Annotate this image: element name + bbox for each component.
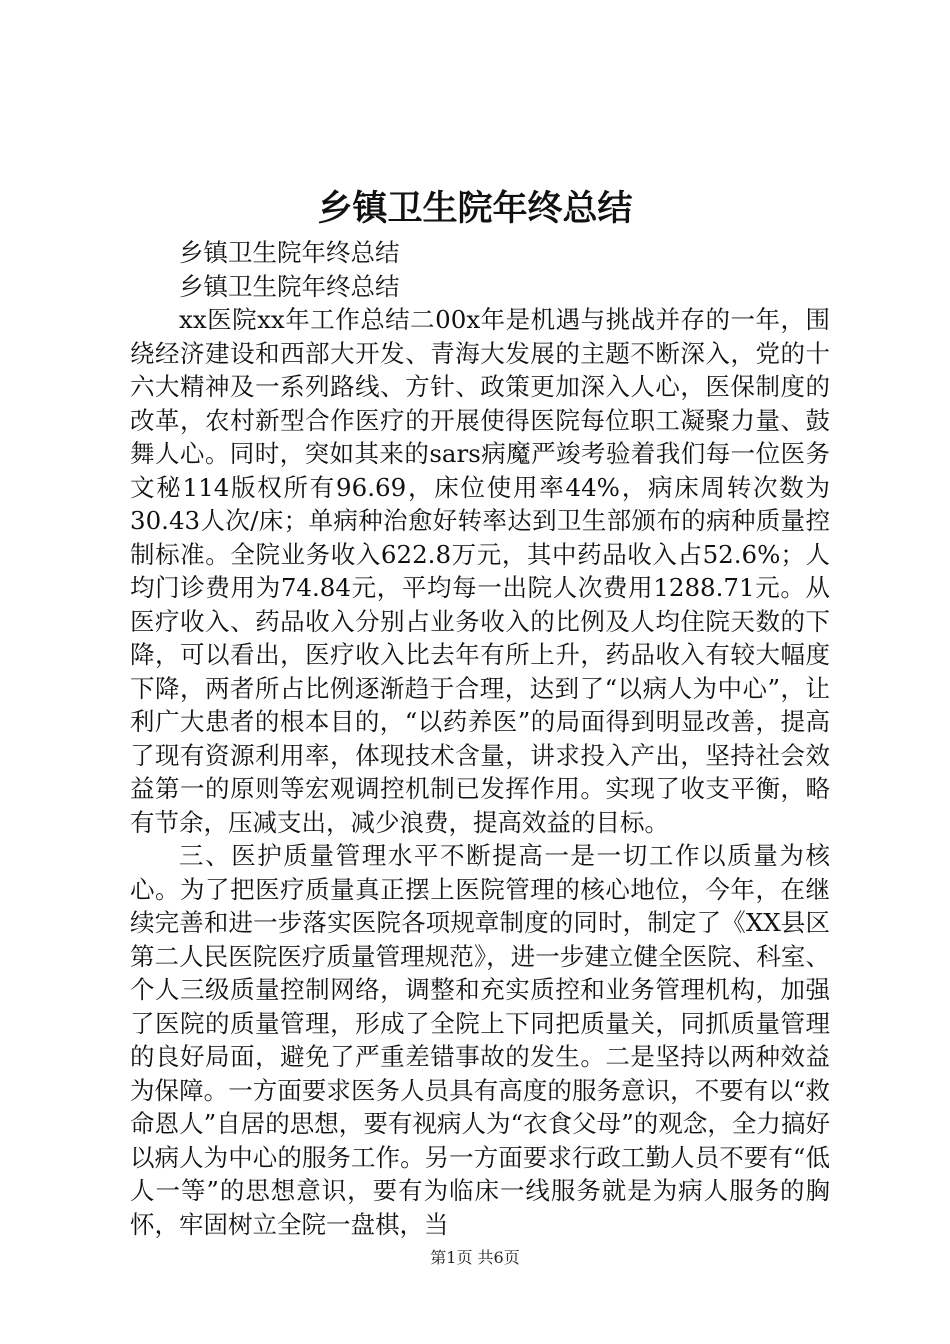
paragraph-subtitle-2: 乡镇卫生院年终总结 xyxy=(179,271,400,301)
paragraph-quality-management: 三、医护质量管理水平不断提高一是一切工作以质量为核心。为了把医疗质量真正摆上医院管理的核心地位，今年，在继续完善和进一步落实医院各项规章制度的同时，制定了《XX县区第二人民医院医疗质量管理规范》，进一步建立健全医院、科室、个人三级质量控制网络，调整和充实质控和业务管理机构，加强了医院的质量管理，形成了全院上下同把质量关，同抓质量管理的良好局面，避免了严重差错事故的发生。二是坚持以两种效益为保障。一方面要求医务人员具有高度的服务意识，不要有以“救命恩人”自居的思想，要有视病人为“衣食父母”的观念，全力搞好以病人为中心的服务工作。另一方面要求行政工勤人员不要有“低人一等”的思想意识，要有为临床一线服务就是为病人服务的胸怀，牢固树立全院一盘棋，当 xyxy=(130,841,830,1239)
paragraph-work-summary: xx医院xx年工作总结二00x年是机遇与挑战并存的一年，围绕经济建设和西部大开发、青海大发展的主题不断深入，党的十六大精神及一系列路线、方针、政策更加深入人心，医保制度的改革，农村新型合作医疗的开展使得医院每位职工凝聚力量、鼓舞人心。同时，突如其来的sars病魔严竣考验着我们每一位医务文秘114版权所有96.69，床位使用率44%，病床周转次数为30.43人次/床；单病种治愈好转率达到卫生部颁布的病种质量控制标准。全院业务收入622.8万元，其中药品收入占52.6%；人均门诊费用为74.84元，平均每一出院人次费用1288.71元。从医疗收入、药品收入分别占业务收入的比例及人均住院天数的下降，可以看出，医疗收入比去年有所上升，药品收入有较大幅度下降，两者所占比例逐渐趋于合理，达到了“以病人为中心”，让利广大患者的根本目的，“以药养医”的局面得到明显改善，提高了现有资源利用率，体现技术含量，讲求投入产出，坚持社会效益第一的原则等宏观调控机制已发挥作用。实现了收支平衡，略有节余，压减支出，减少浪费，提高效益的目标。 xyxy=(130,305,830,837)
document-title: 乡镇卫生院年终总结 xyxy=(317,188,633,229)
page-number-footer: 第1页 共6页 xyxy=(430,1248,520,1267)
paragraph-subtitle-1: 乡镇卫生院年终总结 xyxy=(179,238,400,267)
document-body xyxy=(130,236,830,1241)
